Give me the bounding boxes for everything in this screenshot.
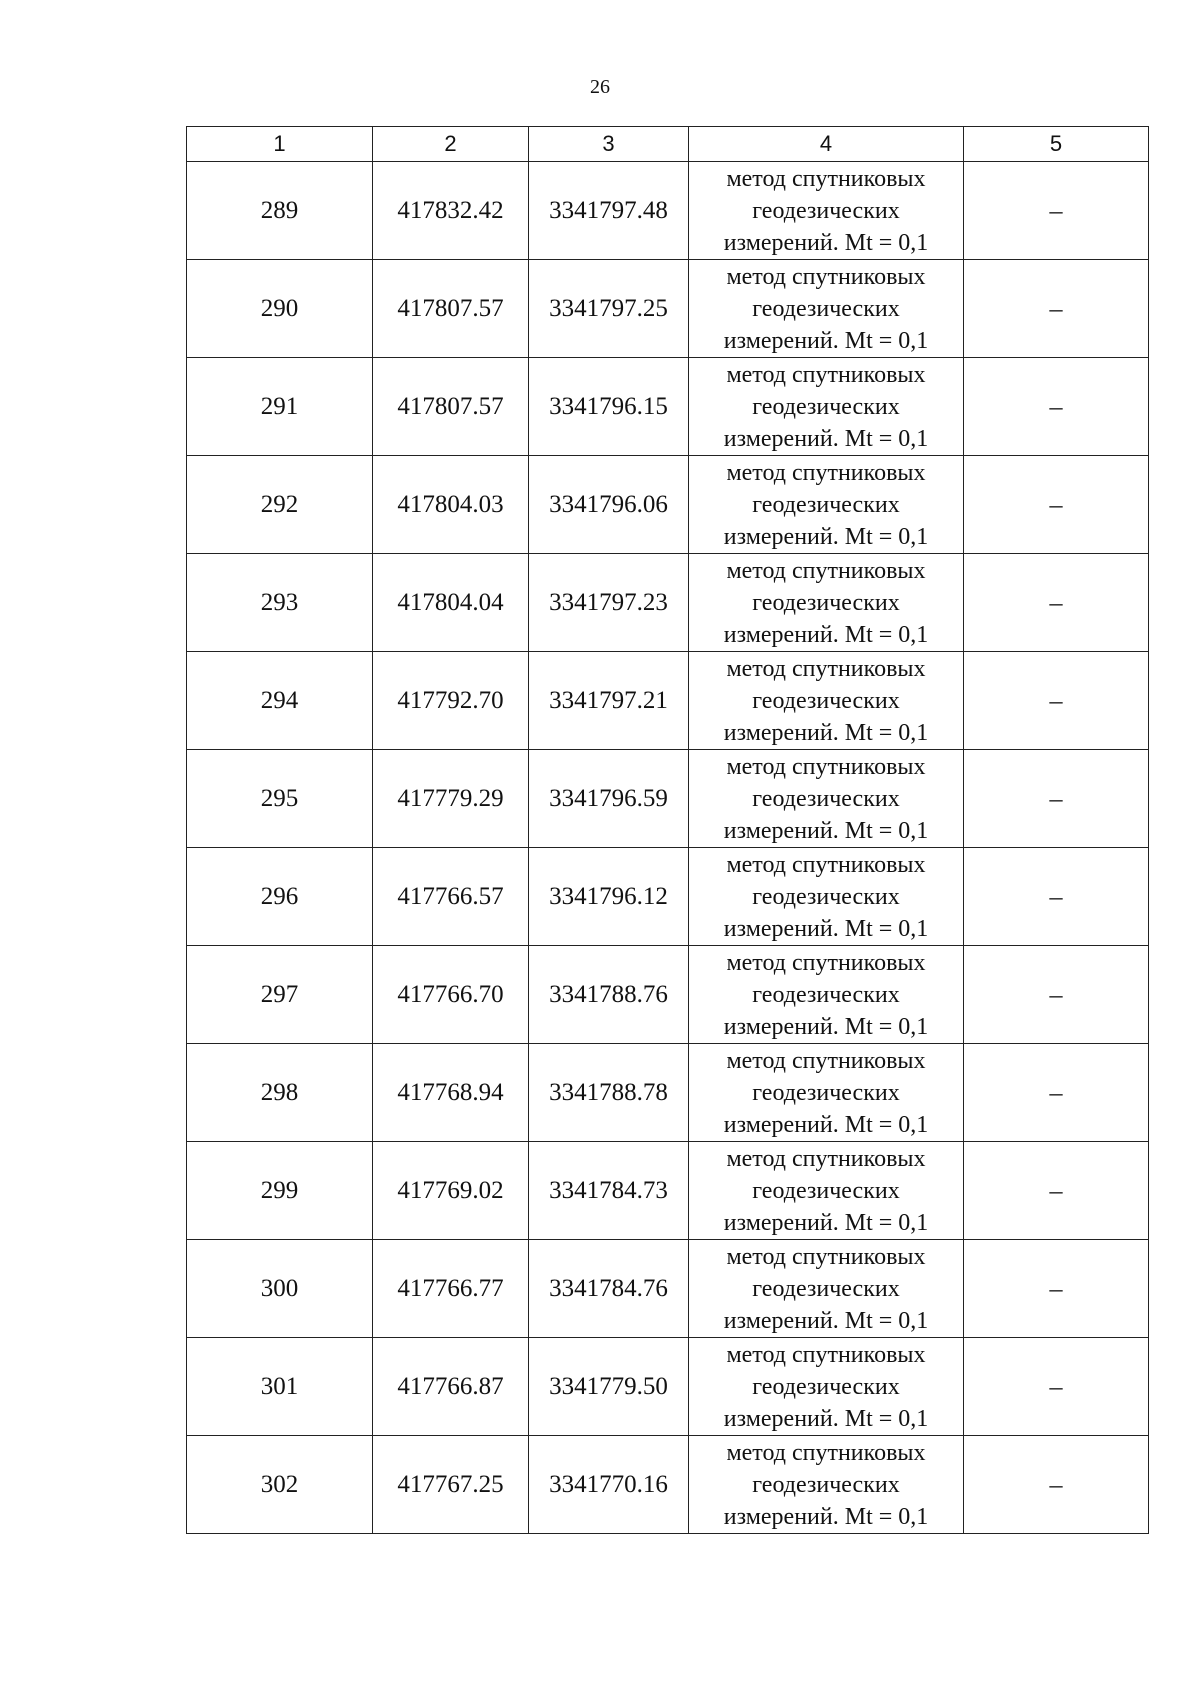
point-number-cell: 301 [187,1338,373,1436]
method-text-line: геодезических [752,491,900,518]
x-coordinate-cell: 417779.29 [373,750,529,848]
method-text-line: геодезических [752,295,900,322]
y-coordinate-cell: 3341784.73 [529,1142,689,1240]
y-coordinate-cell: 3341796.12 [529,848,689,946]
point-number-cell: 300 [187,1240,373,1338]
table-row [187,1240,1149,1338]
point-number-cell: 295 [187,750,373,848]
table-row [187,652,1149,750]
table-body [187,162,1149,1534]
method-text-line: метод спутниковых [726,1439,926,1466]
page-number: 26 [590,76,610,98]
note-cell: – [964,456,1149,554]
method-text-line: измерений. Mt = 0,1 [723,915,929,942]
method-text-line: геодезических [752,981,900,1008]
method-text-line: геодезических [752,785,900,812]
table-row [187,1142,1149,1240]
note-cell: – [964,1338,1149,1436]
method-cell [689,260,964,358]
table-row [187,946,1149,1044]
column-header-3: 3 [529,127,689,162]
point-number-cell: 289 [187,162,373,260]
table-row [187,162,1149,260]
column-header-4: 4 [689,127,964,162]
note-cell: – [964,1240,1149,1338]
method-text-line: измерений. Mt = 0,1 [723,327,929,354]
method-text-line: метод спутниковых [726,263,926,290]
y-coordinate-cell: 3341797.48 [529,162,689,260]
x-coordinate-cell: 417804.04 [373,554,529,652]
point-number-cell: 293 [187,554,373,652]
method-text-line: метод спутниковых [726,851,926,878]
table-row [187,848,1149,946]
method-text-line: измерений. Mt = 0,1 [723,523,929,550]
method-text-line: метод спутниковых [726,1047,926,1074]
table-row [187,1044,1149,1142]
y-coordinate-cell: 3341796.06 [529,456,689,554]
point-number-cell: 290 [187,260,373,358]
point-number-cell: 294 [187,652,373,750]
table-row [187,1338,1149,1436]
note-cell: – [964,946,1149,1044]
note-cell: – [964,750,1149,848]
table-row [187,750,1149,848]
x-coordinate-cell: 417769.02 [373,1142,529,1240]
method-text-line: метод спутниковых [726,165,926,192]
x-coordinate-cell: 417807.57 [373,358,529,456]
x-coordinate-cell: 417807.57 [373,260,529,358]
method-cell [689,162,964,260]
x-coordinate-cell: 417792.70 [373,652,529,750]
method-text-line: метод спутниковых [726,459,926,486]
method-cell [689,1044,964,1142]
method-cell [689,1436,964,1534]
note-cell: – [964,358,1149,456]
method-text-line: геодезических [752,1079,900,1106]
table-row [187,1436,1149,1534]
table-row [187,554,1149,652]
note-cell: – [964,554,1149,652]
method-text-line: измерений. Mt = 0,1 [723,1111,929,1138]
note-cell: – [964,1436,1149,1534]
note-cell: – [964,260,1149,358]
point-number-cell: 297 [187,946,373,1044]
point-number-cell: 291 [187,358,373,456]
y-coordinate-cell: 3341797.25 [529,260,689,358]
column-header-2: 2 [373,127,529,162]
table-row [187,358,1149,456]
method-text-line: измерений. Mt = 0,1 [723,1405,929,1432]
x-coordinate-cell: 417766.77 [373,1240,529,1338]
header-row [187,127,1149,162]
method-text-line: измерений. Mt = 0,1 [723,1307,929,1334]
method-text-line: метод спутниковых [726,1145,926,1172]
method-text-line: геодезических [752,393,900,420]
method-text-line: геодезических [752,1275,900,1302]
method-cell [689,456,964,554]
coordinates-table [186,126,1149,1534]
method-text-line: геодезических [752,883,900,910]
coordinates-table-container [186,126,1148,1534]
x-coordinate-cell: 417768.94 [373,1044,529,1142]
x-coordinate-cell: 417767.25 [373,1436,529,1534]
method-cell [689,358,964,456]
y-coordinate-cell: 3341788.76 [529,946,689,1044]
point-number-cell: 292 [187,456,373,554]
method-text-line: метод спутниковых [726,361,926,388]
method-cell [689,848,964,946]
method-text-line: метод спутниковых [726,655,926,682]
note-cell: – [964,1044,1149,1142]
x-coordinate-cell: 417832.42 [373,162,529,260]
note-cell: – [964,162,1149,260]
method-text-line: измерений. Mt = 0,1 [723,425,929,452]
x-coordinate-cell: 417766.87 [373,1338,529,1436]
method-text-line: геодезических [752,1373,900,1400]
method-cell [689,554,964,652]
table-header [187,127,1149,162]
method-text-line: метод спутниковых [726,557,926,584]
method-cell [689,750,964,848]
method-text-line: метод спутниковых [726,1243,926,1270]
point-number-cell: 302 [187,1436,373,1534]
method-cell [689,946,964,1044]
method-text-line: измерений. Mt = 0,1 [723,719,929,746]
method-text-line: геодезических [752,687,900,714]
note-cell: – [964,848,1149,946]
method-text-line: геодезических [752,1177,900,1204]
point-number-cell: 296 [187,848,373,946]
method-text-line: геодезических [752,1471,900,1498]
y-coordinate-cell: 3341779.50 [529,1338,689,1436]
table-row [187,260,1149,358]
x-coordinate-cell: 417804.03 [373,456,529,554]
method-cell [689,1240,964,1338]
method-text-line: измерений. Mt = 0,1 [723,1209,929,1236]
method-text-line: метод спутниковых [726,949,926,976]
note-cell: – [964,1142,1149,1240]
table-row [187,456,1149,554]
point-number-cell: 299 [187,1142,373,1240]
point-number-cell: 298 [187,1044,373,1142]
note-cell: – [964,652,1149,750]
y-coordinate-cell: 3341796.59 [529,750,689,848]
method-text-line: измерений. Mt = 0,1 [723,1503,929,1530]
y-coordinate-cell: 3341797.23 [529,554,689,652]
method-text-line: метод спутниковых [726,753,926,780]
method-text-line: геодезических [752,197,900,224]
y-coordinate-cell: 3341784.76 [529,1240,689,1338]
method-text-line: геодезических [752,589,900,616]
method-text-line: измерений. Mt = 0,1 [723,1013,929,1040]
x-coordinate-cell: 417766.57 [373,848,529,946]
method-text-line: измерений. Mt = 0,1 [723,229,929,256]
y-coordinate-cell: 3341797.21 [529,652,689,750]
x-coordinate-cell: 417766.70 [373,946,529,1044]
column-header-1: 1 [187,127,373,162]
y-coordinate-cell: 3341788.78 [529,1044,689,1142]
column-header-5: 5 [964,127,1149,162]
y-coordinate-cell: 3341796.15 [529,358,689,456]
method-cell [689,1142,964,1240]
method-cell [689,652,964,750]
method-cell [689,1338,964,1436]
method-text-line: метод спутниковых [726,1341,926,1368]
method-text-line: измерений. Mt = 0,1 [723,817,929,844]
y-coordinate-cell: 3341770.16 [529,1436,689,1534]
method-text-line: измерений. Mt = 0,1 [723,621,929,648]
